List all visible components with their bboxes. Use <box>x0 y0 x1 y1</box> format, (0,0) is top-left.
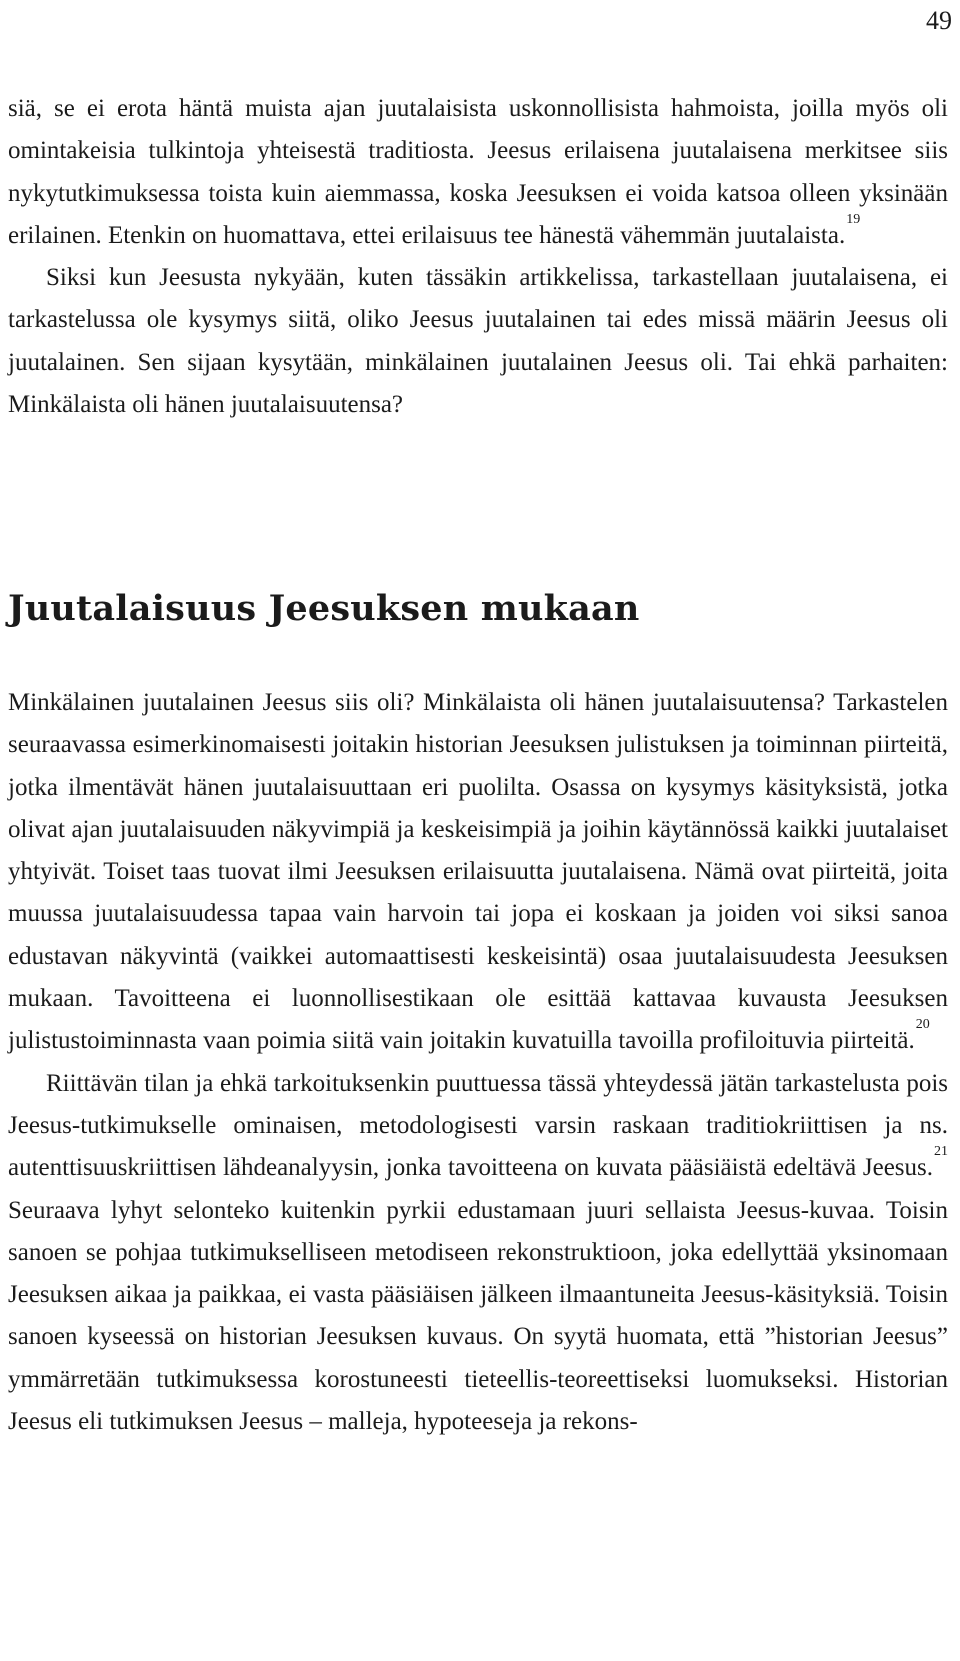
page-number: 49 <box>926 6 952 35</box>
section-heading: Juutalaisuus Jeesuksen mukaan <box>8 588 640 629</box>
paragraph-text: siä, se ei erota häntä muista ajan juutalaisista uskonnollisista hahmoista, joilla myös oli omintakeisia tulkintoja yhteisestä traditiosta. Jeesus erilaisena juutalaisena merkitsee siis nykytutkimuksessa toista kuin aiemmassa, koska Jeesuksen ei voida katsoa olleen yksinään erilainen. Etenkin on huomattava, ettei erilaisuus tee hänestä vähemmän juutalaista. <box>8 95 948 249</box>
paragraph <box>8 1063 948 1444</box>
section-body-text <box>8 682 948 1443</box>
paragraph <box>8 682 948 1063</box>
paragraph-text: Minkälainen juutalainen Jeesus siis oli? Minkälaista oli hänen juutalaisuutensa? Tarkastelen seuraavassa esimerkinomaisesti joitakin historian Jeesuksen julistuksen ja toiminnan piirteitä, jotka ilmentävät hänen juutalaisuuttaan eri puolilta. Osassa on kysymys käsityksistä, jotka olivat ajan juutalaisuuden näkyvimpiä ja keskeisimpiä ja joihin käytännössä kaikki juutalaiset yhtyivät. Toiset taas tuovat ilmi Jeesuksen erilaisuutta juutalaisena. Nämä ovat piirteitä, joita muussa juutalaisuudessa tapaa vain harvoin tai jopa ei koskaan ja joiden voi siksi sanoa edustavan näkyvintä (vaikkei automaattisesti keskeisintä) osaa juutalaisuudesta Jeesuksen mukaan. Tavoitteena ei luonnollisestikaan ole esittää kattavaa kuvausta Jeesuksen julistustoiminnasta vaan poimia siitä vain joitakin kuvatuilla tavoilla profiloituvia piirteitä. <box>8 689 948 1055</box>
section-intro-text <box>8 88 948 426</box>
paragraph: Siksi kun Jeesusta nykyään, kuten tässäkin artikkelissa, tarkastellaan juutalaisena, ei tarkastelussa ole kysymys siitä, oliko Jeesus juutalainen tai edes missä määrin Jeesus oli juutalainen. Sen sijaan kysytään, minkälainen juutalainen Jeesus oli. Tai ehkä parhaiten: Minkälaista oli hänen juutalaisuutensa? <box>8 264 948 419</box>
paragraph <box>8 88 948 257</box>
footnote-ref: 20 <box>915 1017 930 1033</box>
footnote-ref: 21 <box>934 1143 948 1159</box>
footnote-ref: 19 <box>846 211 861 227</box>
paragraph-text: Riittävän tilan ja ehkä tarkoituksenkin puuttuessa tässä yhteydessä jätän tarkastelusta pois Jeesus-tutkimukselle ominaisen, metodologisesti varsin raskaan traditiokriittisen ja ns. autenttisuuskriittisen lähdeanalyysin, jonka tavoitteena on kuvata pääsiäistä edeltävä Jeesus. <box>8 1069 948 1182</box>
paragraph-text: Seuraava lyhyt selonteko kuitenkin pyrkii edustamaan juuri sellaista Jeesus-kuvaa. Toisin sanoen se pohjaa tutkimukselliseen metodiseen rekonstruktioon, joka edellyttää yksinomaan Jeesuksen aikaa ja paikkaa, ei vasta pääsiäisen jälkeen ilmaantuneita Jeesus-käsityksiä. Toisin sanoen kyseessä on historian Jeesuksen kuvaus. On syytä huomata, että ”historian Jeesus” ymmärretään tutkimuksessa korostuneesti tieteellis-teoreettiseksi luomukseksi. Historian Jeesus eli tutkimuksen Jeesus – malleja, hypoteeseja ja rekons- <box>8 1196 948 1436</box>
